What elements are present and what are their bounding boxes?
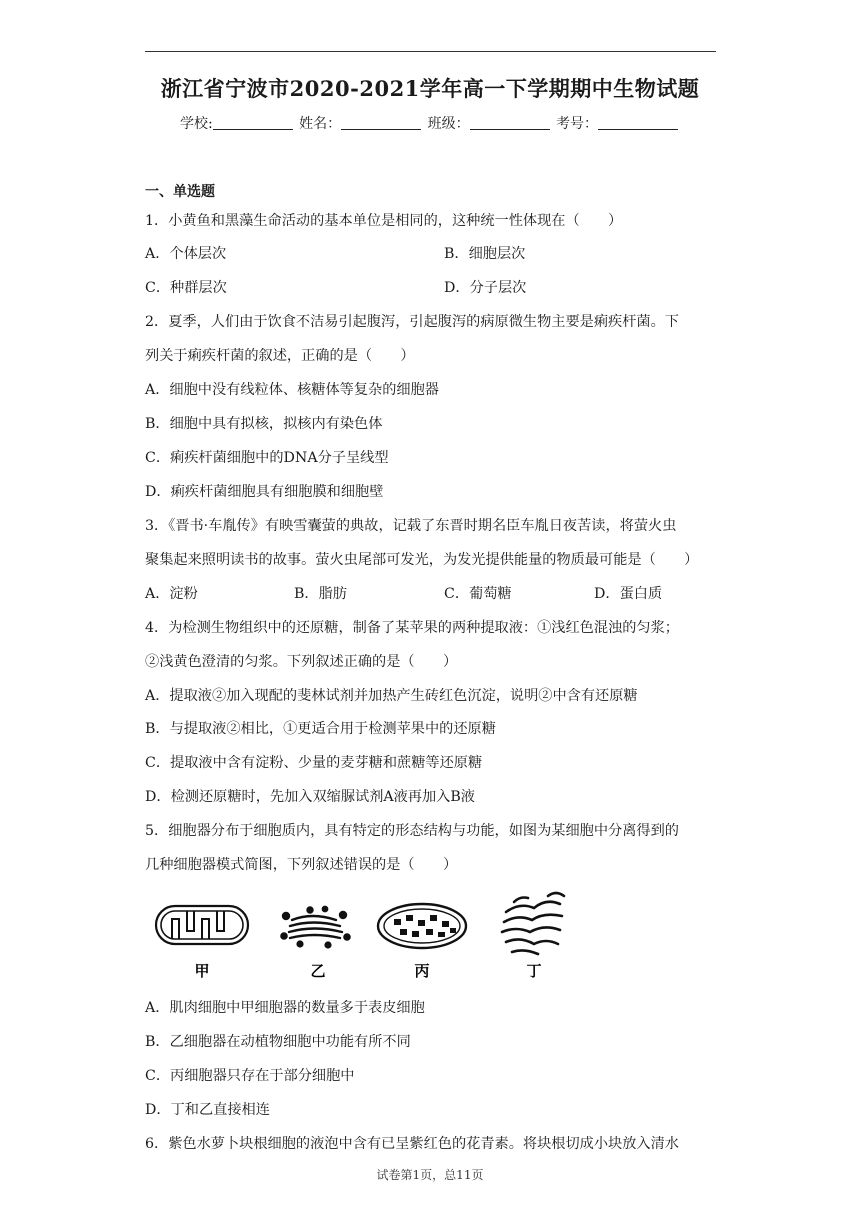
q6-stem-line1: 6．紫色水萝卜块根细胞的液泡中含有已呈紫红色的花青素。将块根切成小块放入清水 — [145, 1136, 679, 1152]
q5-option-d: D．丁和乙直接相连 — [145, 1102, 270, 1118]
q2-option-b: B．细胞中具有拟核，拟核内有染色体 — [145, 416, 383, 432]
q3-option-d: D．蛋白质 — [594, 586, 663, 602]
q5-stem-line1: 5．细胞器分布于细胞质内，具有特定的形态结构与功能，如图为某细胞中分离得到的 — [145, 823, 679, 839]
q4-option-d: D．检测还原糖时，先加入双缩脲试剂A液再加入B液 — [145, 789, 475, 805]
q4-option-b: B．与提取液②相比，①更适合用于检测苹果中的还原糖 — [145, 721, 496, 737]
q2-option-d: D．痢疾杆菌细胞具有细胞膜和细胞壁 — [145, 484, 384, 500]
q4-stem-line2: ②浅黄色澄清的匀浆。下列叙述正确的是（ ） — [145, 654, 458, 670]
q2-option-c: C．痢疾杆菌细胞中的DNA分子呈线型 — [145, 450, 389, 466]
chloroplast-illustration — [378, 904, 466, 948]
q3-option-c: C．葡萄糖 — [444, 586, 512, 602]
q3-option-a: A．淀粉 — [145, 586, 198, 602]
name-label: 姓名： — [299, 116, 342, 132]
q3-stem-line2: 聚集起来照明读书的故事。萤火虫尾部可发光，为发光提供能量的物质最可能是（ ） — [145, 552, 699, 568]
q3-option-b: B．脂肪 — [294, 586, 347, 602]
label-bing: 丙 — [414, 962, 430, 980]
q5-option-b: B．乙细胞器在动植物细胞中功能有所不同 — [145, 1034, 411, 1050]
section-heading: 一、单选题 — [145, 184, 215, 200]
q5-stem-line2: 几种细胞器模式简图，下列叙述错误的是（ ） — [145, 857, 458, 873]
school-label: 学校: — [179, 116, 213, 132]
top-rule — [145, 51, 716, 52]
class-blank[interactable] — [470, 115, 550, 130]
class-label: 班级： — [427, 116, 470, 132]
q1-option-a: A．个体层次 — [145, 246, 227, 262]
school-blank[interactable] — [213, 115, 293, 130]
student-info-fields — [0, 113, 860, 133]
label-jia: 甲 — [194, 962, 210, 980]
golgi-illustration — [281, 907, 349, 948]
q4-option-a: A．提取液②加入现配的斐林试剂并加热产生砖红色沉淀，说明②中含有还原糖 — [145, 688, 638, 704]
label-yi: 乙 — [310, 962, 326, 980]
q3-stem-line1: 3．《晋书·车胤传》有映雪囊萤的典故，记载了东晋时期名臣车胤日夜苦读，将萤火虫 — [145, 518, 677, 534]
q1-stem: 1．小黄鱼和黑藻生命活动的基本单位是相同的，这种统一性体现在（ ） — [145, 213, 623, 229]
q5-option-a: A．肌肉细胞中甲细胞器的数量多于表皮细胞 — [145, 1000, 425, 1016]
q1-option-d: D．分子层次 — [444, 280, 527, 296]
q2-stem-line2: 列关于痢疾杆菌的叙述，正确的是（ ） — [145, 348, 415, 364]
page-title: 浙江省宁波市2020-2021学年高一下学期期中生物试题 — [160, 76, 700, 101]
q4-stem-line1: 4．为检测生物组织中的还原糖，制备了某苹果的两种提取液：①浅红色混浊的匀浆； — [145, 620, 679, 636]
page-footer: 试卷第1页，总11页 — [376, 1168, 484, 1182]
q2-stem-line1: 2．夏季，人们由于饮食不洁易引起腹泻，引起腹泻的病原微生物主要是痢疾杆菌。下 — [145, 314, 679, 330]
q5-option-c: C．丙细胞器只存在于部分细胞中 — [145, 1068, 355, 1084]
q2-option-a: A．细胞中没有线粒体、核糖体等复杂的细胞器 — [145, 382, 439, 398]
organelle-figure — [150, 888, 580, 983]
name-blank[interactable] — [341, 115, 421, 130]
endoplasmic-reticulum-illustration — [502, 893, 564, 954]
exam-number-blank[interactable] — [598, 115, 678, 130]
q1-option-c: C．种群层次 — [145, 280, 227, 296]
q4-option-c: C．提取液中含有淀粉、少量的麦芽糖和蔗糖等还原糖 — [145, 755, 483, 771]
exam-number-label: 考号： — [556, 116, 599, 132]
label-ding: 丁 — [526, 962, 542, 980]
q1-option-b: B．细胞层次 — [444, 246, 526, 262]
mitochondrion-illustration — [156, 906, 248, 944]
